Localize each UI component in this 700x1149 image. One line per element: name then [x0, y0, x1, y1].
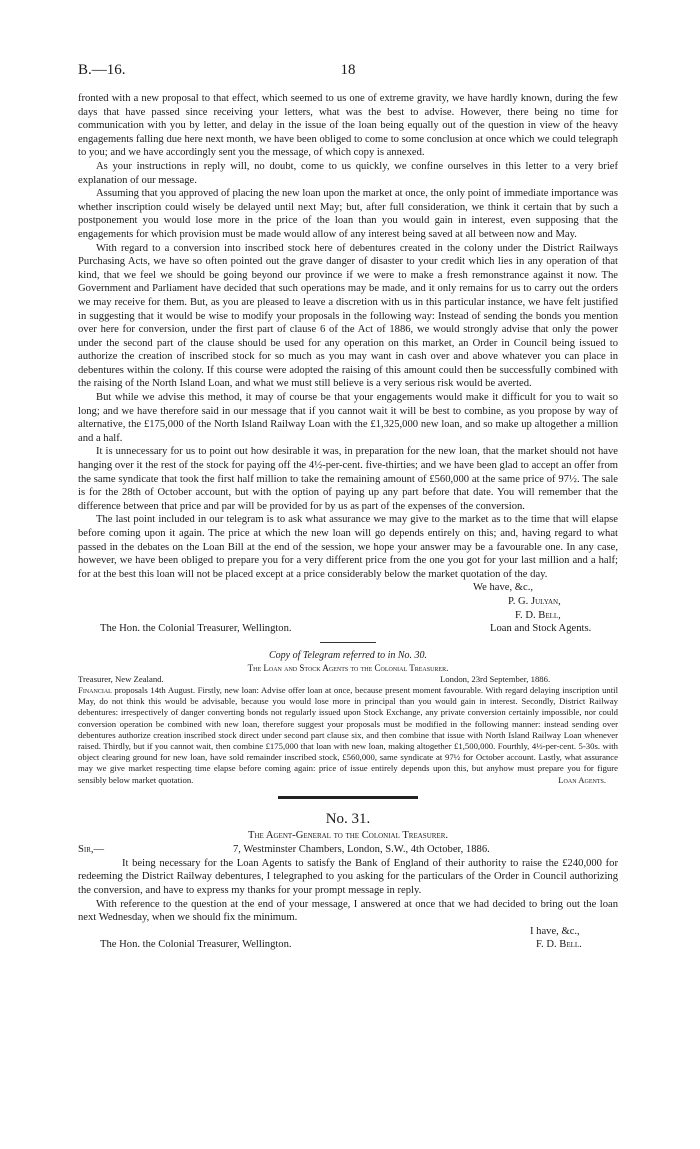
- letter-31-body: [78, 857, 618, 925]
- signatory-julyan: P. G. Julyan,: [508, 595, 561, 607]
- telegram-signature: Loan Agents.: [558, 774, 606, 785]
- paragraph: It being necessary for the Loan Agents to satisfy the Bank of England of their authority to raise the £240,000 for redeeming the District Railway debentures, I telegraphed to you asking for the particulars of the Order in Council authorizing the conversion, and have to express my thanks for your prompt message in reply.: [78, 857, 618, 896]
- section-divider: [320, 642, 376, 643]
- document-reference: B.—16.: [78, 62, 126, 78]
- page-header: [78, 62, 618, 92]
- letter-31-address-row: [78, 843, 618, 857]
- telegram-body: [78, 685, 618, 786]
- closing: I have, &c.,: [530, 925, 580, 937]
- paragraph: With reference to the question at the end of your message, I answered at once that we had decided to bring out the loan next Wednesday, when we should fix the minimum.: [78, 898, 618, 924]
- paragraph: Assuming that you approved of placing the new loan upon the market at once, the only point of immediate importance was whether inscription could wisely be delayed until next May; but, after full consideration, we think it certain that by such a postponement you would lose more in the price of the loan than you would gain in interest, even supposing that the engagements for which provision must be made would allow of any interest being saved at all between now and May.: [78, 188, 618, 240]
- page-number: 18: [340, 62, 356, 78]
- telegram-title: Copy of Telegram referred to in No. 30.: [268, 649, 428, 661]
- letter-31-heading: The Agent-General to the Colonial Treasurer.: [247, 829, 449, 841]
- paragraph: With regard to a conversion into inscribed stock here of debentures created in the colony under the District Railways Purchasing Acts, we have so often pointed out the grave danger of disaster to your credit which lies in any operation of that kind, that we feel we should be going beyond our province if we were to make a fresh remonstrance against it now. The Government and Parliament have decided that such operations may be made, and it only remains for us to carry out the orders we may receive for them. But, as you are pleased to leave a discretion with us in this particular instance, we have felt justified in suggesting that it would be wise to modify your proposals in the following way: Instead of sending the bonds you mention over here for conversion, under the first part of clause 6 of the Act of 1886, we would strongly advise that only the power under the second part of the clause should be used for any operation on this market, an Order in Council being issued to authorize the creation of inscribed stock for so much as you may want in cash over and above whatever you can place in debentures within the colony. If this course were adopted the raising of this amount could then be successfully combined with the raising of the North Island Loan, and what we must still believe is a very serious risk would be averted.: [78, 242, 618, 390]
- letter-31-number: No. 31.: [325, 810, 371, 827]
- telegram-heading: The Loan and Stock Agents to the Colonial Treasurer.: [247, 662, 449, 673]
- signatory-role: Loan and Stock Agents.: [490, 623, 592, 635]
- telegram-address-row: [78, 674, 618, 685]
- letter-31-address-date: 7, Westminster Chambers, London, S.W., 4th October, 1886.: [233, 843, 490, 855]
- paragraph: It is unnecessary for us to point out how desirable it was, in preparation for the new loan, that the market should not have hanging over it the rest of the stock for paying off the 4½-per-cent. five-thirties; and we have been glad to accept an offer from the same syndicate that took the first half million to take the remaining amount of £560,000 at the same price of 97½. The sale is for the 28th of October account, but with the option of paying up any part before that date. You will remember that the difference between that price and par will be provided for by us as part of the expenses of the conversion.: [78, 446, 618, 512]
- letter-31-signature-block: [78, 925, 618, 952]
- document-page: [78, 62, 618, 952]
- signatory-bell: F. D. Bell,: [515, 609, 561, 621]
- telegram-text: proposals 14th August. Firstly, new loan: Advise offer loan at once, because present moment favourable. With regard delaying inscription until May, do not think this would be advisable, because you would lose more in principal than you would gain in interest. Secondly, District Railway debentures: irrespectively of danger converting bonds not regularly issued upon Stock Exchange, any private conversion certainly impossible, nor could conversion operation be combined with new loan, therefore suggest your proposals must be modified in the following manner: instead sending over debentures authorize creation inscribed stock direct under second part clause six, and then combine that issue with North Island Railway Loan whenever raised. Thirdly, but if you cannot wait, then combine £175,000 that loan with new loan, making altogether £1,500,000. Fourthly, 4½-per-cent. 5-30s. with object clearing ground for new loan, have sold remainder inscribed stock, £560,000, same syndicate at 97½ for October account. Lastly, what assurance may we give market respecting time elapse before coming again: price of issue entirely depends upon this, but anyhow must prepare you for figure sensibly below market quotation.: [78, 684, 619, 785]
- paragraph: But while we advise this method, it may of course be that your engagements would make it difficult for you to wait so long; and we have therefore said in our message that if you cannot wait it will be best to combine, as you propose by way of alternative, the £175,000 of the North Island Railway Loan with the £1,325,000 new loan, and so make up altogether a million and a half.: [78, 392, 618, 444]
- letter-30-body: [78, 92, 618, 581]
- closing: We have, &c.,: [473, 582, 534, 594]
- letter-30-signature-block: [78, 581, 618, 635]
- telegram-lead: Financial: [78, 684, 112, 695]
- salutation: Sir,—: [78, 843, 105, 855]
- addressee: The Hon. the Colonial Treasurer, Wellington.: [100, 939, 292, 951]
- section-divider-thick: [278, 796, 418, 799]
- signatory-bell: F. D. Bell.: [536, 939, 582, 951]
- paragraph: As your instructions in reply will, no doubt, come to us quickly, we confine ourselves in this letter to a very brief explanation of our message.: [78, 160, 618, 186]
- paragraph: The last point included in our telegram is to ask what assurance we may give to the market as to the time that will elapse before coming upon it again. The price at which the new loan will go depends entirely on this; and, having regard to what passed in the debates on the Loan Bill at the end of the session, we hope your answer may be a favourable one. In any case, however, we have been obliged to prepare you for a very different price from the one you got for your last million and a half; for at the best this loan will not be placed except at a price considerably below the market quotation of the day.: [78, 514, 618, 580]
- paragraph: fronted with a new proposal to that effect, which seemed to us one of extreme gravity, we have hardly known, during the few days that have passed since receiving your letters, what was the best to advise. However, there being no time for communication with you by letter, and delay in the issue of the loan being equally out of the question in view of the heavy engagements falling due here next month, we have been obliged to come to some conclusion at once which we could telegraph to you; and we have accordingly sent you the message, of which copy is annexed.: [78, 93, 618, 159]
- telegram-date: London, 23rd September, 1886.: [440, 673, 551, 684]
- addressee: The Hon. the Colonial Treasurer, Wellington.: [100, 623, 292, 635]
- telegram-recipient: Treasurer, New Zealand.: [78, 673, 164, 684]
